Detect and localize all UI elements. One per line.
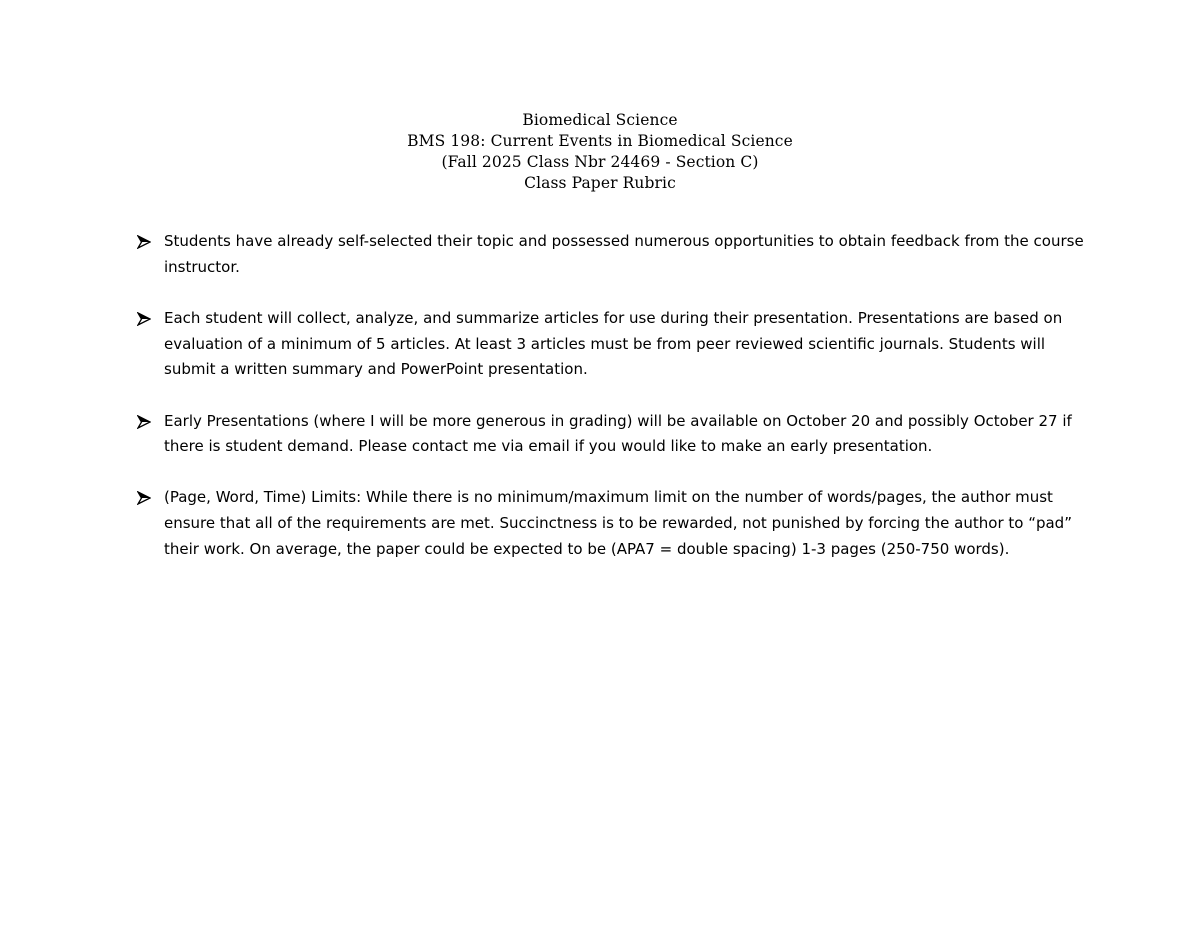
document-title: Class Paper Rubric [524,174,676,192]
arrowhead-bullet-icon [137,312,151,326]
list-item-text: Early Presentations (where I will be more generous in grading) will be available on October 20 and possibly October 27 if there is student demand. Please contact me via email if you would like to make an early presentation. [164,411,1072,456]
arrowhead-bullet-icon [137,415,151,429]
arrowhead-bullet-icon [137,491,151,505]
arrowhead-bullet-icon [137,235,151,249]
rubric-bullet-list [137,229,1097,588]
list-item [137,409,1097,460]
list-item-text: Each student will collect, analyze, and summarize articles for use during their presentation. Presentations are based on evaluation of a minimum of 5 articles. At least 3 articles must be from peer reviewed scientific journals. Students will submit a written summary and PowerPoint presentation. [164,308,1063,379]
list-item [137,485,1097,562]
list-item [137,229,1097,280]
course-section: (Fall 2025 Class Nbr 24469 - Section C) [441,153,759,171]
list-item-text: Students have already self-selected their topic and possessed numerous opportunities to obtain feedback from the course instructor. [164,232,1084,276]
document-header [0,110,1200,194]
department-title: Biomedical Science [522,111,678,129]
course-title: BMS 198: Current Events in Biomedical Science [407,132,793,150]
list-item-text: (Page, Word, Time) Limits: While there is no minimum/maximum limit on the number of words/pages, the author must ensure that all of the requirements are met. Succinctness is to be rewarded, not punished by forcing the author to “pad” their work. On average, the paper could be expected to be (APA7 = double spacing) 1-3 pages (250-750 words). [164,488,1072,558]
list-item [137,306,1097,383]
